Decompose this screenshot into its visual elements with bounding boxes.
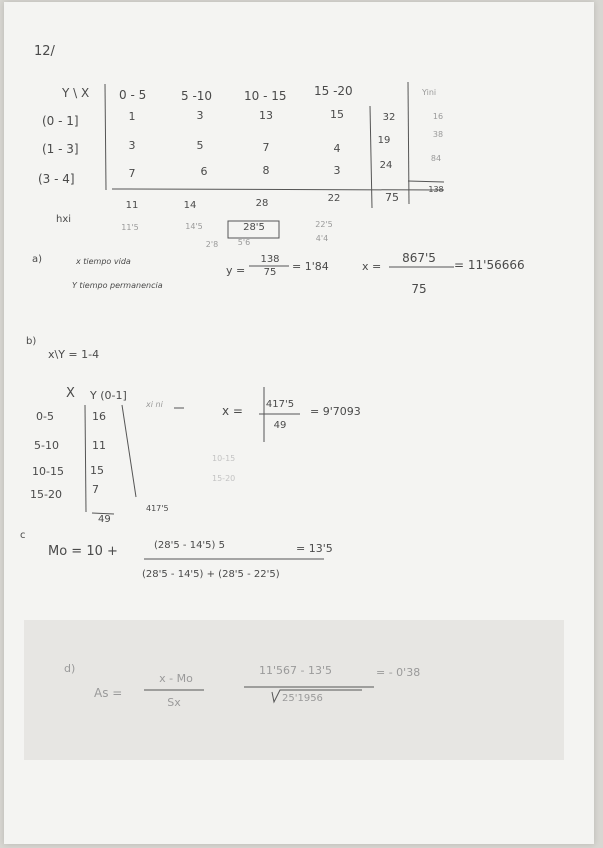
part-d-label: d)	[64, 662, 76, 675]
cell-r2-c0: 7	[128, 167, 136, 180]
xbar-lhs: x =	[362, 260, 382, 273]
xbar-den: 75	[411, 282, 427, 296]
part-b-condition: x\Y = 1-4	[48, 348, 100, 361]
part-b-header-extra: xi ni	[146, 400, 163, 409]
part-b-header-x: X	[66, 386, 75, 401]
part-b-sum: 49	[98, 514, 111, 525]
part-a-line1: x tiempo vida	[76, 257, 131, 266]
ymark-0: 16	[432, 112, 444, 121]
ymark-2: 84	[430, 154, 442, 163]
ymark-1: 38	[432, 130, 444, 139]
part-c-mo-lhs: Mo = 10 +	[48, 544, 118, 559]
xbar-num: 867'5	[402, 251, 436, 265]
col-total-2: 28	[255, 198, 269, 209]
part-d-num: 11'567 - 13'5	[259, 664, 332, 677]
paper-sheet	[4, 2, 594, 844]
part-b-label: b)	[26, 336, 37, 347]
table-corner-label: Y \ X	[62, 86, 90, 100]
part-c-denominator: (28'5 - 14'5) + (28'5 - 22'5)	[142, 569, 280, 580]
part-b-row-label-3: 15-20	[30, 488, 62, 501]
exercise-number: 12/	[34, 44, 55, 59]
part-d-as-lhs: As =	[94, 686, 123, 700]
yini-header: Yini	[422, 88, 437, 97]
hx-1: 14'5	[185, 222, 203, 231]
part-b-mean-num: 417'5	[265, 399, 295, 410]
cell-r1-c3: 4	[333, 142, 341, 155]
cell-r0-c1: 3	[196, 109, 204, 122]
row-label-0: (0 - 1]	[42, 114, 79, 128]
col-header-3: 15 -20	[314, 84, 353, 98]
part-b-header-y: Y (0-1]	[90, 389, 127, 402]
part-b-row-label-0: 0-5	[36, 410, 54, 423]
part-b-row-value-1: 11	[92, 439, 106, 452]
part-b-faint-note-0: 10-15	[212, 454, 236, 463]
row-total-2: 24	[379, 160, 393, 171]
col-total-3: 22	[327, 193, 341, 204]
part-a-line2: Y tiempo permanencia	[72, 281, 163, 290]
col-header-2: 10 - 15	[244, 89, 287, 103]
row-total-1: 19	[377, 135, 391, 146]
cell-r1-c2: 7	[262, 141, 270, 154]
part-b-sum-xn: 417'5	[146, 504, 169, 513]
part-b-row-label-1: 5-10	[34, 439, 59, 452]
part-b-mean-den: 49	[273, 420, 287, 431]
cell-r2-c2: 8	[262, 164, 270, 177]
hx-2: 28'5	[243, 222, 265, 233]
hx-sub-2: 5'6	[237, 238, 251, 247]
ybar-lhs: y =	[226, 264, 246, 277]
cell-r2-c1: 6	[200, 165, 208, 178]
part-b-row-value-3: 7	[92, 483, 99, 496]
handwritten-lines	[4, 2, 594, 844]
part-b-faint-note-1: 15-20	[212, 474, 236, 483]
cell-r0-c2: 13	[259, 109, 273, 122]
part-d-formula-den: Sx	[167, 696, 181, 709]
part-d-formula-num: x - Mo	[159, 672, 193, 685]
cell-r1-c0: 3	[128, 139, 136, 152]
ybar-num: 138	[260, 254, 280, 265]
col-header-1: 5 -10	[181, 89, 213, 103]
ybar-result: = 1'84	[292, 260, 329, 273]
part-b-mean-lhs: x =	[222, 404, 243, 418]
part-d-den: 25'1956	[282, 693, 323, 704]
col-total-1: 14	[183, 200, 197, 211]
col-total-0: 11	[125, 200, 139, 211]
col-header-0: 0 - 5	[119, 88, 147, 102]
hx-label: hxi	[56, 214, 72, 225]
part-b-mean-result: = 9'7093	[310, 405, 361, 418]
part-d-result: = - 0'38	[376, 666, 421, 679]
part-c-result: = 13'5	[296, 542, 333, 555]
part-c-label: c	[20, 530, 26, 541]
row-label-1: (1 - 3]	[42, 142, 79, 156]
hx-sub-3: 4'4	[315, 234, 329, 243]
hx-3: 22'5	[315, 220, 333, 229]
part-b-row-value-2: 15	[90, 464, 104, 477]
yini-total: 138	[428, 185, 444, 194]
part-a-label: a)	[32, 254, 43, 265]
hx-sub-1: 2'8	[205, 240, 219, 249]
hx-0: 11'5	[121, 223, 139, 232]
cell-r0-c3: 15	[330, 108, 344, 121]
xbar-result: = 11'56666	[454, 258, 525, 272]
part-b-row-label-2: 10-15	[32, 465, 64, 478]
ybar-den: 75	[263, 267, 277, 278]
part-b-row-value-0: 16	[92, 410, 106, 423]
cell-r2-c3: 3	[333, 164, 341, 177]
row-total-0: 32	[382, 112, 396, 123]
grand-total: 75	[385, 191, 399, 204]
cell-r1-c1: 5	[196, 139, 204, 152]
part-c-numerator: (28'5 - 14'5) 5	[154, 540, 225, 551]
cell-r0-c0: 1	[128, 110, 136, 123]
row-label-2: (3 - 4]	[38, 172, 75, 186]
